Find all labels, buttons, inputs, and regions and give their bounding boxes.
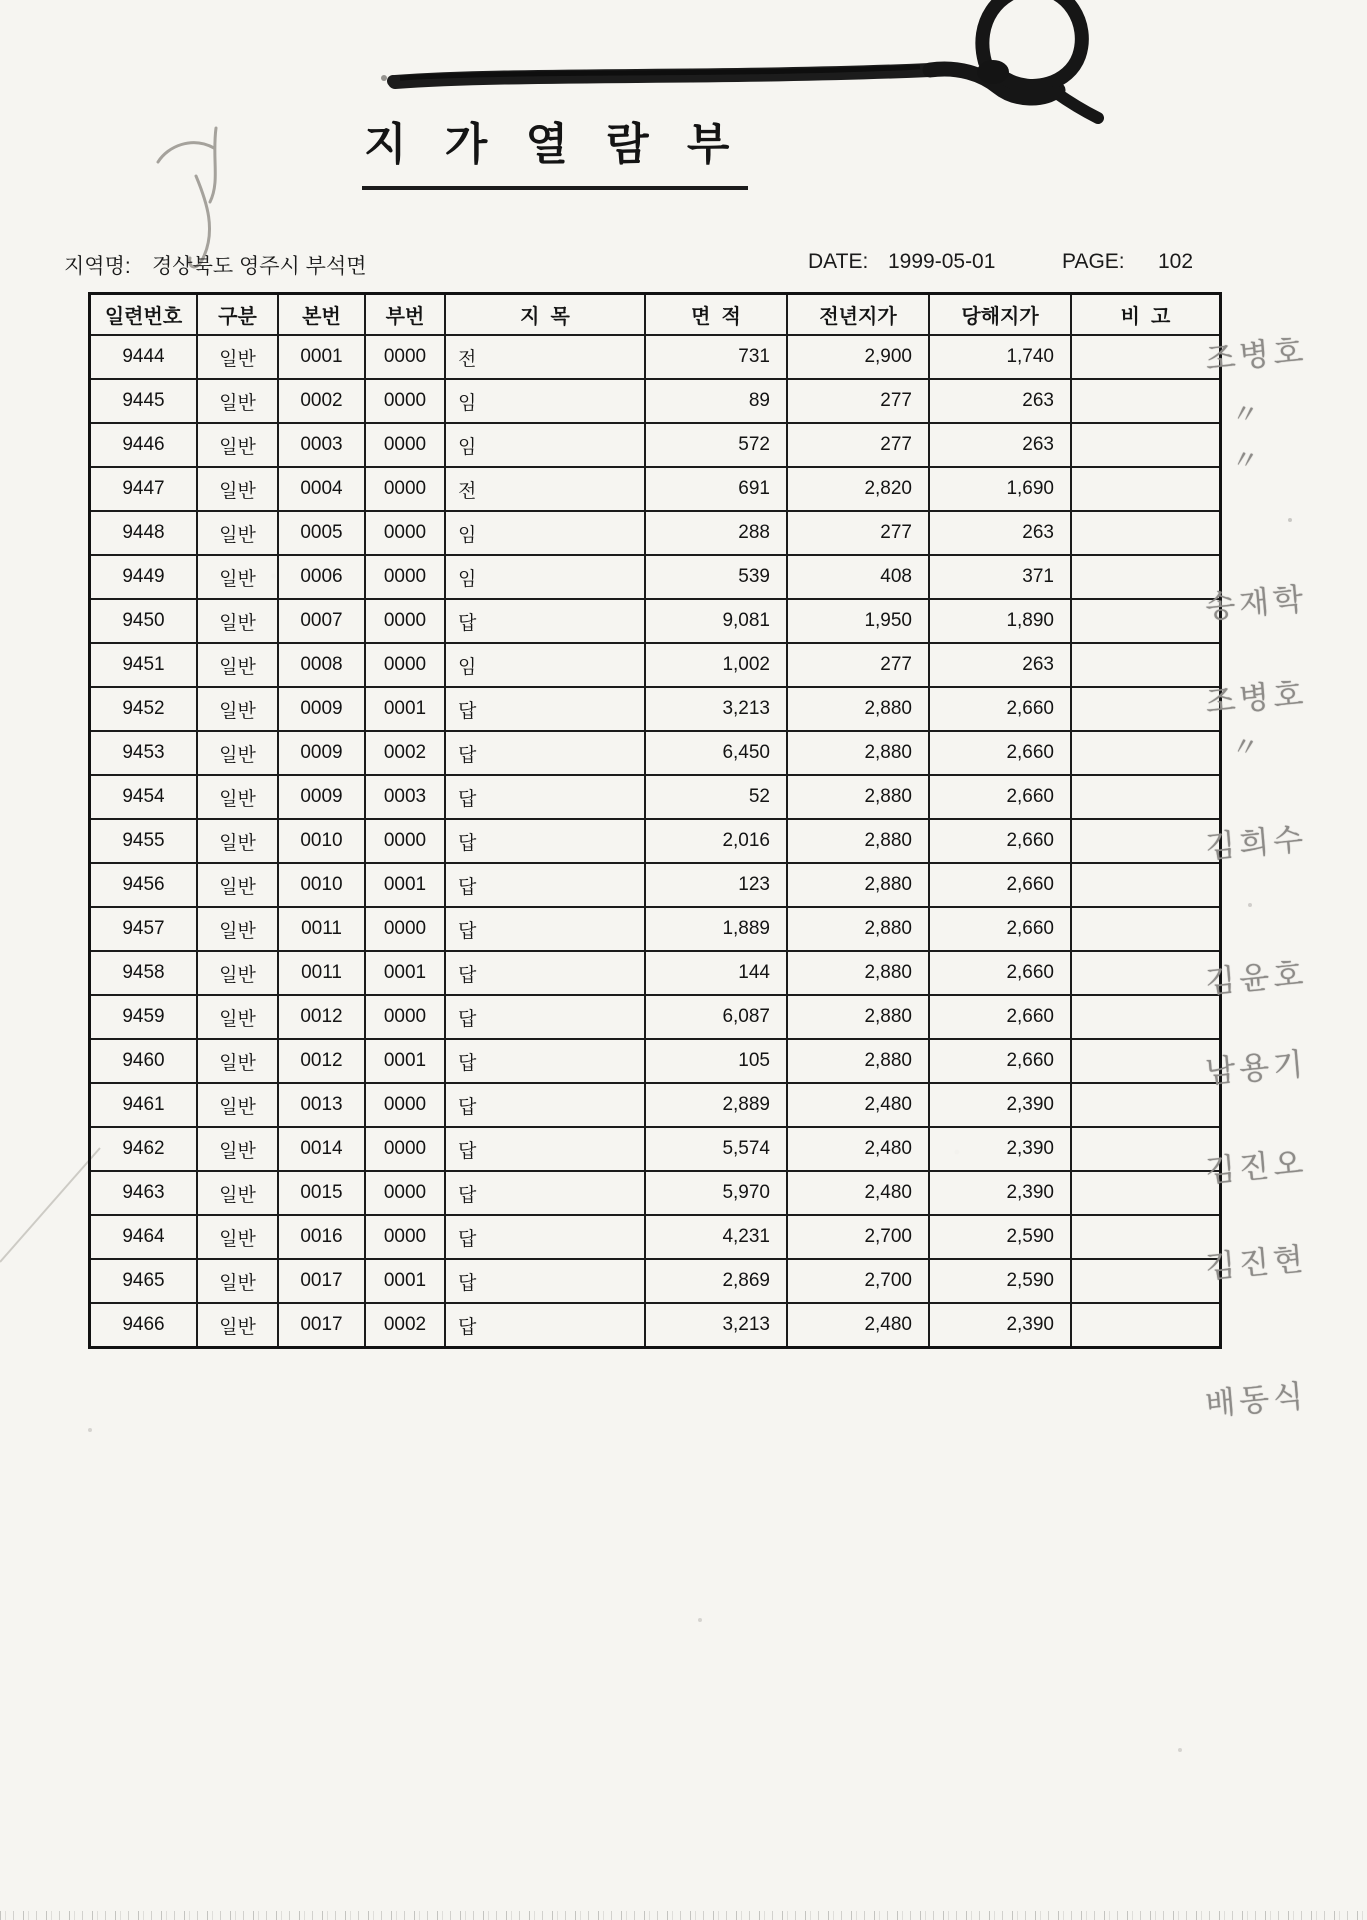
cell-prev_price: 2,480 bbox=[787, 1083, 929, 1127]
cell-curr_price: 2,390 bbox=[929, 1127, 1071, 1171]
cell-category: 일반 bbox=[197, 379, 278, 423]
cell-category: 일반 bbox=[197, 643, 278, 687]
handwritten-name: 김진현 bbox=[1203, 1240, 1309, 1285]
column-header: 구분 bbox=[197, 294, 278, 336]
cell-land_type: 임 bbox=[445, 423, 645, 467]
table-row bbox=[90, 775, 1221, 819]
region-label: 지역명: bbox=[64, 255, 131, 278]
cell-sub_no: 0001 bbox=[365, 863, 445, 907]
cell-curr_price: 2,390 bbox=[929, 1083, 1071, 1127]
cell-land_type: 답 bbox=[445, 819, 645, 863]
cell-prev_price: 2,880 bbox=[787, 1039, 929, 1083]
cell-area: 5,970 bbox=[645, 1171, 787, 1215]
table-row bbox=[90, 687, 1221, 731]
cell-category: 일반 bbox=[197, 335, 278, 379]
cell-main_no: 0006 bbox=[278, 555, 365, 599]
cell-serial: 9463 bbox=[90, 1171, 198, 1215]
cell-category: 일반 bbox=[197, 863, 278, 907]
cell-curr_price: 2,660 bbox=[929, 687, 1071, 731]
header-row bbox=[90, 294, 1221, 336]
cell-sub_no: 0000 bbox=[365, 379, 445, 423]
cell-prev_price: 2,480 bbox=[787, 1303, 929, 1348]
cell-serial: 9446 bbox=[90, 423, 198, 467]
table-row bbox=[90, 1083, 1221, 1127]
cell-area: 9,081 bbox=[645, 599, 787, 643]
cell-area: 6,450 bbox=[645, 731, 787, 775]
cell-area: 4,231 bbox=[645, 1215, 787, 1259]
cell-area: 123 bbox=[645, 863, 787, 907]
cell-sub_no: 0001 bbox=[365, 1039, 445, 1083]
cell-curr_price: 2,660 bbox=[929, 951, 1071, 995]
table-row bbox=[90, 511, 1221, 555]
cell-curr_price: 263 bbox=[929, 379, 1071, 423]
date-label: DATE: bbox=[808, 250, 869, 273]
meta-line bbox=[0, 250, 1367, 280]
cell-land_type: 답 bbox=[445, 1215, 645, 1259]
table-row bbox=[90, 1039, 1221, 1083]
cell-category: 일반 bbox=[197, 731, 278, 775]
cell-category: 일반 bbox=[197, 1127, 278, 1171]
cell-sub_no: 0002 bbox=[365, 731, 445, 775]
cell-serial: 9451 bbox=[90, 643, 198, 687]
cell-main_no: 0002 bbox=[278, 379, 365, 423]
cell-remark bbox=[1071, 1039, 1221, 1083]
date-value: 1999-05-01 bbox=[888, 250, 996, 273]
cell-main_no: 0012 bbox=[278, 995, 365, 1039]
cell-sub_no: 0000 bbox=[365, 467, 445, 511]
cell-remark bbox=[1071, 819, 1221, 863]
table-row bbox=[90, 335, 1221, 379]
cell-curr_price: 2,590 bbox=[929, 1215, 1071, 1259]
handwritten-name: 남용기 bbox=[1203, 1045, 1309, 1090]
scan-noise-edge bbox=[0, 1911, 1367, 1920]
cell-prev_price: 2,900 bbox=[787, 335, 929, 379]
cell-sub_no: 0000 bbox=[365, 599, 445, 643]
table-row bbox=[90, 1215, 1221, 1259]
cell-sub_no: 0000 bbox=[365, 1171, 445, 1215]
cell-curr_price: 2,590 bbox=[929, 1259, 1071, 1303]
table-row bbox=[90, 907, 1221, 951]
cell-main_no: 0005 bbox=[278, 511, 365, 555]
table-row bbox=[90, 1171, 1221, 1215]
cell-serial: 9464 bbox=[90, 1215, 198, 1259]
cell-serial: 9461 bbox=[90, 1083, 198, 1127]
cell-land_type: 답 bbox=[445, 1171, 645, 1215]
cell-serial: 9462 bbox=[90, 1127, 198, 1171]
land-price-table bbox=[88, 292, 1222, 1349]
cell-prev_price: 277 bbox=[787, 643, 929, 687]
cell-curr_price: 1,740 bbox=[929, 335, 1071, 379]
cell-sub_no: 0003 bbox=[365, 775, 445, 819]
cell-serial: 9450 bbox=[90, 599, 198, 643]
cell-area: 5,574 bbox=[645, 1127, 787, 1171]
cell-curr_price: 263 bbox=[929, 643, 1071, 687]
cell-category: 일반 bbox=[197, 423, 278, 467]
cell-prev_price: 277 bbox=[787, 423, 929, 467]
cell-main_no: 0004 bbox=[278, 467, 365, 511]
cell-land_type: 임 bbox=[445, 379, 645, 423]
cell-area: 691 bbox=[645, 467, 787, 511]
cell-serial: 9447 bbox=[90, 467, 198, 511]
cell-area: 2,889 bbox=[645, 1083, 787, 1127]
cell-sub_no: 0000 bbox=[365, 643, 445, 687]
cell-category: 일반 bbox=[197, 1171, 278, 1215]
cell-serial: 9448 bbox=[90, 511, 198, 555]
cell-remark bbox=[1071, 511, 1221, 555]
cell-main_no: 0008 bbox=[278, 643, 365, 687]
table-row bbox=[90, 863, 1221, 907]
cell-main_no: 0016 bbox=[278, 1215, 365, 1259]
cell-remark bbox=[1071, 643, 1221, 687]
cell-prev_price: 2,880 bbox=[787, 863, 929, 907]
cell-sub_no: 0000 bbox=[365, 423, 445, 467]
cell-category: 일반 bbox=[197, 511, 278, 555]
cell-curr_price: 1,890 bbox=[929, 599, 1071, 643]
cell-main_no: 0010 bbox=[278, 819, 365, 863]
table-row bbox=[90, 731, 1221, 775]
cell-main_no: 0003 bbox=[278, 423, 365, 467]
cell-remark bbox=[1071, 1083, 1221, 1127]
cell-remark bbox=[1071, 775, 1221, 819]
ditto-mark: 〃 bbox=[1229, 398, 1261, 432]
cell-main_no: 0010 bbox=[278, 863, 365, 907]
cell-sub_no: 0000 bbox=[365, 1215, 445, 1259]
cell-main_no: 0009 bbox=[278, 731, 365, 775]
cell-land_type: 답 bbox=[445, 599, 645, 643]
cell-prev_price: 2,820 bbox=[787, 467, 929, 511]
cell-remark bbox=[1071, 467, 1221, 511]
cell-prev_price: 2,880 bbox=[787, 687, 929, 731]
cell-remark bbox=[1071, 687, 1221, 731]
cell-main_no: 0009 bbox=[278, 775, 365, 819]
cell-sub_no: 0000 bbox=[365, 1127, 445, 1171]
table-row bbox=[90, 643, 1221, 687]
cell-remark bbox=[1071, 555, 1221, 599]
cell-curr_price: 2,390 bbox=[929, 1303, 1071, 1348]
cell-area: 6,087 bbox=[645, 995, 787, 1039]
cell-area: 2,869 bbox=[645, 1259, 787, 1303]
cell-curr_price: 2,660 bbox=[929, 731, 1071, 775]
column-header: 일련번호 bbox=[90, 294, 198, 336]
handwritten-name: 송재학 bbox=[1203, 580, 1309, 625]
table-row bbox=[90, 599, 1221, 643]
cell-remark bbox=[1071, 1127, 1221, 1171]
cell-land_type: 임 bbox=[445, 643, 645, 687]
cell-prev_price: 277 bbox=[787, 511, 929, 555]
cell-main_no: 0014 bbox=[278, 1127, 365, 1171]
cell-category: 일반 bbox=[197, 951, 278, 995]
cell-category: 일반 bbox=[197, 907, 278, 951]
cell-main_no: 0013 bbox=[278, 1083, 365, 1127]
cell-land_type: 답 bbox=[445, 731, 645, 775]
cell-main_no: 0009 bbox=[278, 687, 365, 731]
cell-remark bbox=[1071, 1171, 1221, 1215]
cell-category: 일반 bbox=[197, 555, 278, 599]
handwritten-name: 김윤호 bbox=[1203, 956, 1309, 1000]
cell-land_type: 답 bbox=[445, 1127, 645, 1171]
cell-category: 일반 bbox=[197, 995, 278, 1039]
cell-serial: 9465 bbox=[90, 1259, 198, 1303]
cell-curr_price: 2,660 bbox=[929, 775, 1071, 819]
column-header: 부번 bbox=[365, 294, 445, 336]
cell-curr_price: 2,660 bbox=[929, 995, 1071, 1039]
handwritten-name: 김진오 bbox=[1203, 1145, 1309, 1190]
table-row bbox=[90, 423, 1221, 467]
cell-land_type: 답 bbox=[445, 907, 645, 951]
cell-prev_price: 2,880 bbox=[787, 775, 929, 819]
page-number: 102 bbox=[1158, 250, 1194, 273]
cell-category: 일반 bbox=[197, 819, 278, 863]
cell-sub_no: 0000 bbox=[365, 335, 445, 379]
cell-land_type: 전 bbox=[445, 335, 645, 379]
cell-curr_price: 371 bbox=[929, 555, 1071, 599]
cell-curr_price: 263 bbox=[929, 423, 1071, 467]
cell-prev_price: 1,950 bbox=[787, 599, 929, 643]
cell-sub_no: 0001 bbox=[365, 687, 445, 731]
cell-curr_price: 2,660 bbox=[929, 863, 1071, 907]
cell-land_type: 답 bbox=[445, 995, 645, 1039]
column-header: 면 적 bbox=[645, 294, 787, 336]
table-row bbox=[90, 467, 1221, 511]
table-header bbox=[90, 294, 1221, 336]
cell-main_no: 0001 bbox=[278, 335, 365, 379]
cell-prev_price: 277 bbox=[787, 379, 929, 423]
cell-serial: 9445 bbox=[90, 379, 198, 423]
cell-serial: 9455 bbox=[90, 819, 198, 863]
cell-main_no: 0011 bbox=[278, 907, 365, 951]
cell-remark bbox=[1071, 863, 1221, 907]
cell-sub_no: 0000 bbox=[365, 995, 445, 1039]
cell-prev_price: 2,480 bbox=[787, 1171, 929, 1215]
cell-category: 일반 bbox=[197, 599, 278, 643]
cell-land_type: 답 bbox=[445, 687, 645, 731]
cell-area: 1,889 bbox=[645, 907, 787, 951]
column-header: 지 목 bbox=[445, 294, 645, 336]
cell-remark bbox=[1071, 907, 1221, 951]
cell-remark bbox=[1071, 995, 1221, 1039]
document-title: 지 가 열 람 부 bbox=[362, 108, 748, 190]
cell-remark bbox=[1071, 1303, 1221, 1348]
cell-remark bbox=[1071, 423, 1221, 467]
cell-curr_price: 2,660 bbox=[929, 907, 1071, 951]
ditto-mark: 〃 bbox=[1229, 730, 1261, 764]
cell-area: 3,213 bbox=[645, 687, 787, 731]
cell-land_type: 전 bbox=[445, 467, 645, 511]
cell-serial: 9452 bbox=[90, 687, 198, 731]
table-row bbox=[90, 1127, 1221, 1171]
cell-land_type: 답 bbox=[445, 775, 645, 819]
cell-category: 일반 bbox=[197, 1039, 278, 1083]
cell-category: 일반 bbox=[197, 467, 278, 511]
cell-category: 일반 bbox=[197, 687, 278, 731]
cell-category: 일반 bbox=[197, 1215, 278, 1259]
cell-area: 3,213 bbox=[645, 1303, 787, 1348]
cell-sub_no: 0000 bbox=[365, 555, 445, 599]
cell-area: 572 bbox=[645, 423, 787, 467]
cell-prev_price: 2,700 bbox=[787, 1259, 929, 1303]
table-row bbox=[90, 819, 1221, 863]
cell-serial: 9457 bbox=[90, 907, 198, 951]
cell-area: 89 bbox=[645, 379, 787, 423]
cell-sub_no: 0002 bbox=[365, 1303, 445, 1348]
cell-curr_price: 1,690 bbox=[929, 467, 1071, 511]
ditto-mark: 〃 bbox=[1229, 443, 1261, 477]
table-row bbox=[90, 1259, 1221, 1303]
cell-sub_no: 0000 bbox=[365, 511, 445, 555]
cell-remark bbox=[1071, 335, 1221, 379]
cell-area: 52 bbox=[645, 775, 787, 819]
region-value: 경상북도 영주시 부석면 bbox=[152, 255, 367, 278]
cell-area: 288 bbox=[645, 511, 787, 555]
cell-sub_no: 0001 bbox=[365, 1259, 445, 1303]
handwritten-name: 배동식 bbox=[1203, 1377, 1309, 1422]
table-row bbox=[90, 995, 1221, 1039]
cell-remark bbox=[1071, 1215, 1221, 1259]
cell-land_type: 답 bbox=[445, 1039, 645, 1083]
land-table-body bbox=[90, 335, 1221, 1348]
table-row bbox=[90, 1303, 1221, 1348]
cell-serial: 9449 bbox=[90, 555, 198, 599]
cell-remark bbox=[1071, 951, 1221, 995]
cell-area: 144 bbox=[645, 951, 787, 995]
cell-prev_price: 2,700 bbox=[787, 1215, 929, 1259]
cell-main_no: 0011 bbox=[278, 951, 365, 995]
cell-prev_price: 408 bbox=[787, 555, 929, 599]
cell-prev_price: 2,880 bbox=[787, 951, 929, 995]
cell-category: 일반 bbox=[197, 1259, 278, 1303]
cell-area: 731 bbox=[645, 335, 787, 379]
cell-land_type: 임 bbox=[445, 511, 645, 555]
cell-serial: 9458 bbox=[90, 951, 198, 995]
cell-land_type: 답 bbox=[445, 951, 645, 995]
cell-main_no: 0012 bbox=[278, 1039, 365, 1083]
cell-main_no: 0017 bbox=[278, 1259, 365, 1303]
cell-sub_no: 0000 bbox=[365, 819, 445, 863]
cell-remark bbox=[1071, 731, 1221, 775]
table-row bbox=[90, 951, 1221, 995]
cell-land_type: 답 bbox=[445, 1083, 645, 1127]
cell-area: 1,002 bbox=[645, 643, 787, 687]
cell-prev_price: 2,880 bbox=[787, 995, 929, 1039]
cell-remark bbox=[1071, 379, 1221, 423]
cell-sub_no: 0000 bbox=[365, 907, 445, 951]
cell-serial: 9444 bbox=[90, 335, 198, 379]
cell-land_type: 답 bbox=[445, 1303, 645, 1348]
cell-prev_price: 2,880 bbox=[787, 907, 929, 951]
cell-serial: 9456 bbox=[90, 863, 198, 907]
page-label: PAGE: bbox=[1062, 250, 1125, 273]
cell-land_type: 답 bbox=[445, 1259, 645, 1303]
cell-area: 2,016 bbox=[645, 819, 787, 863]
cell-prev_price: 2,880 bbox=[787, 731, 929, 775]
cell-remark bbox=[1071, 1259, 1221, 1303]
cell-curr_price: 2,660 bbox=[929, 1039, 1071, 1083]
column-header: 본번 bbox=[278, 294, 365, 336]
cell-serial: 9459 bbox=[90, 995, 198, 1039]
cell-prev_price: 2,480 bbox=[787, 1127, 929, 1171]
cell-prev_price: 2,880 bbox=[787, 819, 929, 863]
cell-area: 539 bbox=[645, 555, 787, 599]
cell-land_type: 답 bbox=[445, 863, 645, 907]
cell-serial: 9454 bbox=[90, 775, 198, 819]
cell-category: 일반 bbox=[197, 1083, 278, 1127]
column-header: 전년지가 bbox=[787, 294, 929, 336]
cell-land_type: 임 bbox=[445, 555, 645, 599]
table-row bbox=[90, 379, 1221, 423]
cell-main_no: 0007 bbox=[278, 599, 365, 643]
cell-curr_price: 2,390 bbox=[929, 1171, 1071, 1215]
cell-area: 105 bbox=[645, 1039, 787, 1083]
cell-category: 일반 bbox=[197, 775, 278, 819]
cell-main_no: 0017 bbox=[278, 1303, 365, 1348]
cell-sub_no: 0001 bbox=[365, 951, 445, 995]
cell-serial: 9460 bbox=[90, 1039, 198, 1083]
cell-main_no: 0015 bbox=[278, 1171, 365, 1215]
cell-remark bbox=[1071, 599, 1221, 643]
handwritten-name: 조병호 bbox=[1203, 333, 1309, 378]
cell-curr_price: 2,660 bbox=[929, 819, 1071, 863]
column-header: 당해지가 bbox=[929, 294, 1071, 336]
column-header: 비 고 bbox=[1071, 294, 1221, 336]
handwritten-name: 조병호 bbox=[1203, 676, 1309, 721]
cell-category: 일반 bbox=[197, 1303, 278, 1348]
cell-sub_no: 0000 bbox=[365, 1083, 445, 1127]
table-row bbox=[90, 555, 1221, 599]
cell-curr_price: 263 bbox=[929, 511, 1071, 555]
cell-serial: 9453 bbox=[90, 731, 198, 775]
handwritten-name: 김희수 bbox=[1203, 821, 1309, 866]
cell-serial: 9466 bbox=[90, 1303, 198, 1348]
